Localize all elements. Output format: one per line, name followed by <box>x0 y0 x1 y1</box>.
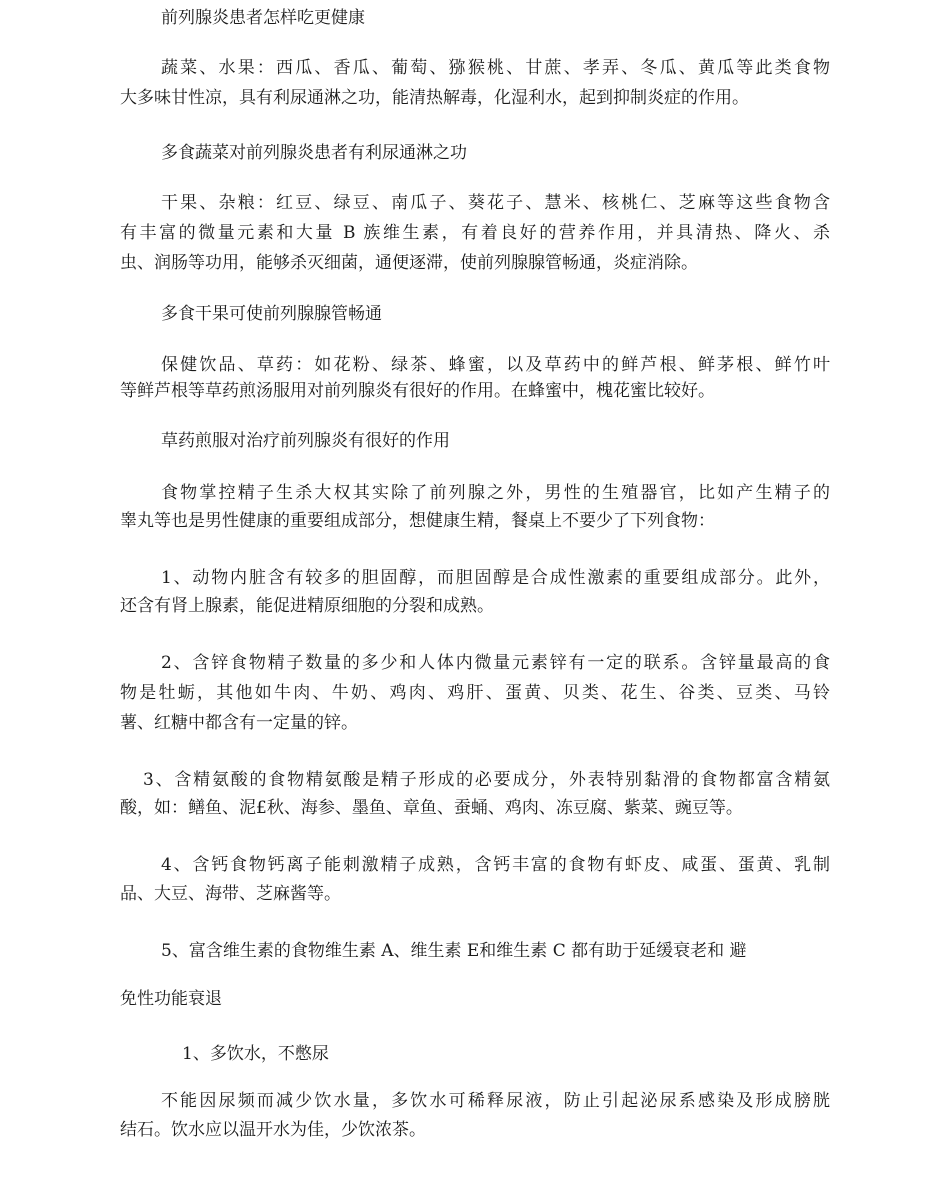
list-item-line: 还含有肾上腺素，能促进精原细胞的分裂和成熟。 <box>120 596 494 616</box>
paragraph-line: 不能因尿频而减少饮水量，多饮水可稀释尿液，防止引起泌尿系感染及形成膀胱 <box>161 1091 830 1111</box>
list-item-line: 2、含锌食物精子数量的多少和人体内微量元素锌有一定的联系。含锌量最高的食 <box>161 653 830 673</box>
subheading-herbs: 草药煎服对治疗前列腺炎有很好的作用 <box>161 431 450 451</box>
paragraph-line: 蔬菜、水果：西瓜、香瓜、葡萄、猕猴桃、甘蔗、孝弄、冬瓜、黄瓜等此类食物 <box>161 58 830 78</box>
paragraph-line: 睾丸等也是男性健康的重要组成部分，想健康生精，餐桌上不要少了下列食物： <box>120 511 715 531</box>
paragraph-line: 虫、润肠等功用，能够杀灭细菌，通便逐滞，使前列腺腺管畅通，炎症消除。 <box>120 253 698 273</box>
list-item-line: 物是牡蛎，其他如牛肉、牛奶、鸡肉、鸡肝、蛋黄、贝类、花生、谷类、豆类、马铃 <box>120 683 830 703</box>
paragraph-line: 有丰富的微量元素和大量 B 族维生素，有着良好的营养作用，并具清热、降火、杀 <box>120 223 830 243</box>
list-item-line: 1、动物内脏含有较多的胆固醇，而胆固醇是合成性激素的重要组成部分。此外， <box>161 568 830 588</box>
list-item-line: 5、富含维生素的食物维生素 A、维生素 E和维生素 C 都有助于延缓衰老和 避 <box>161 941 747 961</box>
paragraph-line: 免性功能衰退 <box>120 989 222 1009</box>
list-item-line: 3、含精氨酸的食物精氨酸是精子形成的必要成分，外表特别黏滑的食物都富含精氨 <box>143 770 830 790</box>
paragraph-line: 食物掌控精子生杀大权其实除了前列腺之外，男性的生殖器官，比如产生精子的 <box>161 483 830 503</box>
heading-eat-healthy: 前列腺炎患者怎样吃更健康 <box>161 8 365 28</box>
list-item-line: 4、含钙食物钙离子能刺激精子成熟，含钙丰富的食物有虾皮、咸蛋、蛋黄、乳制 <box>161 855 830 875</box>
paragraph-line: 干果、杂粮：红豆、绿豆、南瓜子、葵花子、慧米、核桃仁、芝麻等这些食物含 <box>161 193 830 213</box>
list-item-line: 薯、红糖中都含有一定量的锌。 <box>120 713 358 733</box>
subheading-vegetables: 多食蔬菜对前列腺炎患者有利尿通淋之功 <box>161 143 467 163</box>
list-item-line: 酸，如：鳝鱼、泥£秋、海参、墨鱼、章鱼、蚕蛹、鸡肉、冻豆腐、紫菜、豌豆等。 <box>120 798 743 818</box>
paragraph-line: 大多味甘性凉，具有利尿通淋之功，能清热解毒，化湿利水，起到抑制炎症的作用。 <box>120 88 749 108</box>
paragraph-line: 保健饮品、草药：如花粉、绿茶、蜂蜜，以及草药中的鲜芦根、鲜茅根、鲜竹叶 <box>161 355 830 375</box>
list-item-line: 品、大豆、海带、芝麻酱等。 <box>120 884 341 904</box>
paragraph-line: 等鲜芦根等草药煎汤服用对前列腺炎有很好的作用。在蜂蜜中，槐花蜜比较好。 <box>120 381 715 401</box>
paragraph-line: 结石。饮水应以温开水为佳，少饮浓茶。 <box>120 1120 426 1140</box>
subheading-drink-water: 1、多饮水，不憋尿 <box>182 1044 329 1064</box>
subheading-dried-fruit: 多食干果可使前列腺腺管畅通 <box>161 304 382 324</box>
